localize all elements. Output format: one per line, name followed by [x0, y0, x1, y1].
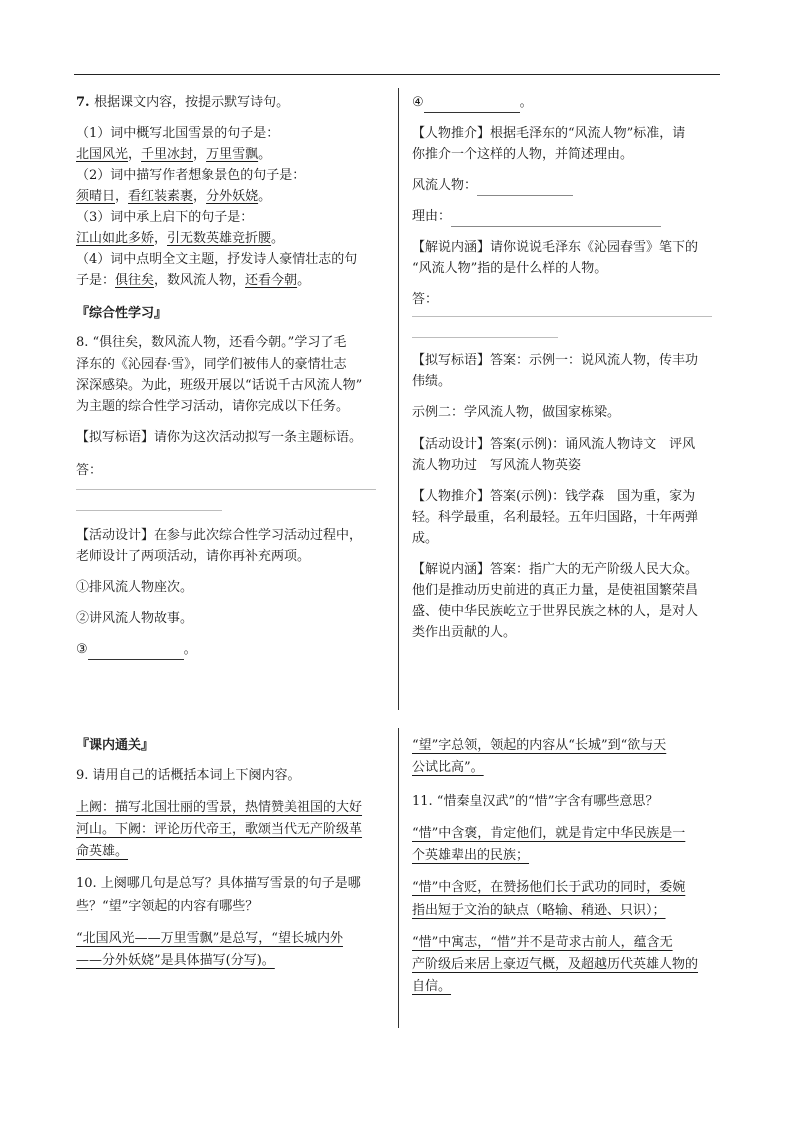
- right-top-column: [412, 92, 722, 643]
- item-prefix: ④: [412, 95, 424, 110]
- answer-fragment: 看红装素裹: [128, 189, 194, 205]
- activity-item-4: [412, 92, 722, 113]
- punct: 。: [258, 189, 272, 205]
- ans-explain: 【解说内涵】答案：指广大的无产阶级人民大众。: [412, 561, 699, 577]
- ans-person-cont: 成。: [412, 530, 439, 546]
- person-blank[interactable]: [477, 195, 573, 196]
- answer-line[interactable]: [412, 316, 712, 317]
- punct: ，数风流人物，: [154, 273, 246, 289]
- q11-stem: 11. “惜秦皇汉武”的“惜”字含有哪些意思？: [412, 794, 659, 810]
- answer-fragment: 还看今朝: [245, 273, 298, 289]
- explain-task: 【解说内涵】请你说说毛泽东《沁园春雪》笔下的: [412, 240, 699, 256]
- q11-answer-line: 指出短于文治的缺点（略输、稍逊、只识）；: [412, 902, 666, 918]
- item-prefix: ③: [76, 641, 88, 657]
- activity-item-1: ①排风流人物座次。: [76, 579, 194, 595]
- person-label: 风流人物：: [412, 178, 478, 194]
- punct: 。: [519, 95, 533, 110]
- column-divider-top: [398, 88, 399, 710]
- q7-stem: [76, 92, 386, 113]
- punct: 。: [258, 147, 272, 163]
- punct: ，: [115, 189, 129, 205]
- q9-answer-line: 上阙：描写北国壮丽的雪景，热情赞美祖国的大好: [76, 800, 363, 816]
- design-task-cont: 老师设计了两项活动，请你再补充两项。: [76, 548, 311, 564]
- header-rule: [74, 74, 720, 75]
- answer-line[interactable]: [76, 510, 222, 511]
- reason-label: 理由：: [412, 209, 452, 225]
- ans-person-cont: 轻。科学最重，名利最轻。五年归国路，十年两弹: [412, 509, 699, 525]
- answer-fragment: 俱往矣: [115, 273, 155, 289]
- answer-line[interactable]: [412, 337, 558, 338]
- answer-fragment: 千里冰封: [141, 147, 194, 163]
- q11-answer-line: 个英雄辈出的民族；: [412, 848, 530, 864]
- explain-task-cont: “风流人物”指的是什么样的人物。: [412, 261, 608, 277]
- q11-answer-line: “惜”中含贬，在赞扬他们长于武功的同时，委婉: [412, 880, 686, 896]
- section-heading-zonghe: 『综合性学习』: [76, 306, 168, 322]
- q11-answer-line: 产阶级后来居上豪迈气概，及超越历代英雄人物的: [412, 956, 699, 972]
- answer-fragment: 北国风光: [76, 147, 129, 163]
- punct: 。: [183, 641, 197, 657]
- q9-stem: 9. 请用自己的话概括本词上下阕内容。: [76, 768, 301, 784]
- right-bottom-column: [412, 735, 722, 998]
- q7-p2-label: （2）词中描写作者想象景色的句子是：: [76, 168, 306, 184]
- answer-fragment: 万里雪飘: [206, 147, 259, 163]
- activity-item-2: ②讲风流人物故事。: [76, 610, 194, 626]
- reason-field: [412, 206, 722, 227]
- q10-answer-cont: “望”字总领，领起的内容从“长城”到“欲与天: [412, 738, 667, 753]
- ans-design-cont: 流人物功过 写风流人物英姿: [412, 457, 582, 473]
- ans-slogan: 【拟写标语】答案：示例一：说风流人物，传丰功: [412, 353, 699, 369]
- q11-answer-line: “惜”中寓志，“惜”并不是苛求古前人，蕴含无: [412, 934, 673, 950]
- section-heading-kenei: 『课内通关』: [76, 738, 155, 753]
- punct: ，: [128, 147, 142, 163]
- q9-answer-line: 命英雄。: [76, 844, 129, 860]
- left-bottom-column: [76, 735, 386, 972]
- q8-line: 8. “俱往矣，数风流人物，还看今朝。”学习了毛: [76, 335, 347, 351]
- q8-line: 为主题的综合性学习活动，请你完成以下任务。: [76, 398, 350, 414]
- answer-label: 答：: [76, 462, 103, 478]
- q9-answer-line: 河山。下阙：评论历代帝王，歌颂当代无产阶级革: [76, 822, 363, 838]
- q10-answer-line: “北国风光——万里雪飘”是总写，“望长城内外: [76, 930, 343, 946]
- column-divider-bottom: [398, 728, 399, 1028]
- slogan-task: 【拟写标语】请你为这次活动拟写一条主题标语。: [76, 429, 363, 445]
- punct: ，: [154, 231, 168, 247]
- person-field: [412, 175, 722, 196]
- q10-answer-cont: 公试比高”。: [412, 760, 484, 776]
- q7-p1-answer: [76, 144, 386, 165]
- q10-stem-cont: 些？“望”字领起的内容有哪些？: [76, 898, 259, 914]
- q11-answer-line: “惜”中含褒，肯定他们，就是肯定中华民族是一: [412, 826, 686, 842]
- left-top-column: [76, 92, 386, 660]
- q8-line: 深深感染。为此，班级开展以“话说千古风流人物”: [76, 377, 363, 393]
- recommend-task: 【人物推介】根据毛泽东的“风流人物”标准，请: [412, 126, 686, 142]
- q7-p4-label-cont: 子是：: [76, 273, 116, 289]
- q7-p4-answer: [76, 270, 386, 291]
- punct: ，: [193, 147, 207, 163]
- q8-line: 泽东的《沁园春·雪》，同学们被伟人的豪情壮志: [76, 356, 347, 372]
- q7-stem-text: 根据课文内容，按提示默写诗句。: [94, 95, 290, 110]
- q7-number: 7.: [76, 95, 95, 110]
- q11-answer-line: 自信。: [412, 978, 452, 994]
- ans-explain-cont: 盛、使中华民族屹立于世界民族之林的人，是对人: [412, 603, 699, 619]
- answer-fragment: 引无数英雄竞折腰: [167, 231, 272, 247]
- activity-item-3: [76, 639, 386, 660]
- q7-p1-label: （1）词中概写北国雪景的句子是：: [76, 126, 280, 142]
- ans-slogan-example2: 示例二：学风流人物，做国家栋梁。: [412, 405, 621, 421]
- answer-fragment: 江山如此多娇: [76, 231, 155, 247]
- ans-explain-cont: 类作出贡献的人。: [412, 624, 517, 640]
- answer-fragment: 须晴日: [76, 189, 116, 205]
- answer-label: 答：: [412, 292, 439, 308]
- punct: ，: [193, 189, 207, 205]
- q7-p2-answer: [76, 186, 386, 207]
- punct: 。: [297, 273, 311, 289]
- answer-fragment: 分外妖娆: [206, 189, 259, 205]
- q10-stem: 10. 上阕哪几句是总写？具体描写雪景的句子是哪: [76, 876, 361, 892]
- reason-blank[interactable]: [451, 226, 661, 227]
- q7-p3-label: （3）词中承上启下的句子是：: [76, 210, 254, 226]
- q7-p4-label: （4）词中点明全文主题，抒发诗人豪情壮志的句: [76, 252, 358, 268]
- ans-explain-cont: 他们是推动历史前进的真正力量，是使祖国繁荣昌: [412, 582, 699, 598]
- q10-answer-line: ——分外妖娆”是具体描写(分写)。: [76, 952, 275, 968]
- recommend-task-cont: 你推介一个这样的人物，并简述理由。: [412, 147, 634, 163]
- ans-person: 【人物推介】答案(示例)：钱学森 国为重，家为: [412, 488, 696, 504]
- ans-slogan-cont: 伟绩。: [412, 374, 452, 390]
- fill-blank[interactable]: [88, 659, 184, 660]
- punct: 。: [271, 231, 285, 247]
- q7-p3-answer: [76, 228, 386, 249]
- ans-design: 【活动设计】答案(示例)：诵风流人物诗文 评风: [412, 436, 696, 452]
- design-task: 【活动设计】在参与此次综合性学习活动过程中，: [76, 527, 363, 543]
- answer-line[interactable]: [76, 489, 376, 490]
- fill-blank[interactable]: [424, 112, 520, 113]
